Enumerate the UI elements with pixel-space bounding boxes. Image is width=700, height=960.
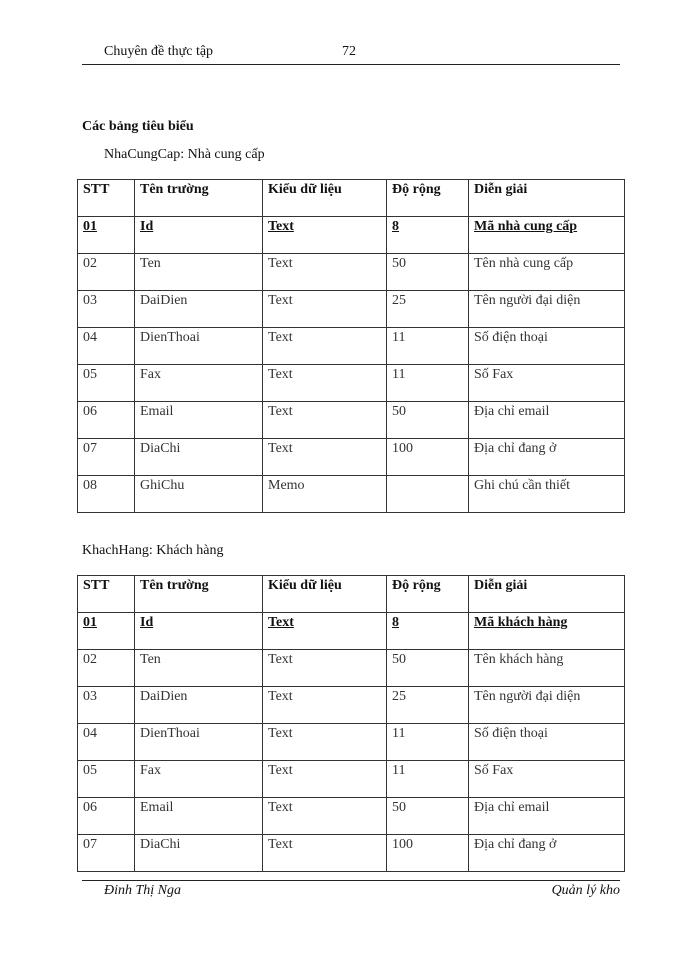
table-cell: 11 [387,328,469,365]
table-cell: DiaChi [135,439,263,476]
table-cell: Email [135,402,263,439]
table-cell: 03 [78,687,135,724]
table-cell: 04 [78,724,135,761]
table-cell: DaiDien [135,291,263,328]
table-cell: Tên nhà cung cấp [469,254,625,291]
table-cell: 08 [78,476,135,513]
table-cell: Text [263,761,387,798]
section-title: Các bảng tiêu biểu [82,119,194,134]
table-cell: Text [263,291,387,328]
table-cell: Tên khách hàng [469,650,625,687]
column-header: Diễn giải [469,180,625,217]
table-cell: Địa chỉ đang ở [469,835,625,872]
table-header-row [78,180,625,217]
table-cell: Id [135,217,263,254]
column-header: Độ rộng [387,576,469,613]
table-cell [387,476,469,513]
table-cell: Text [263,328,387,365]
table-cell: 50 [387,650,469,687]
table-cell: 02 [78,254,135,291]
page-footer [82,880,620,898]
table-cell: DienThoai [135,724,263,761]
table-cell: 25 [387,291,469,328]
table-cell: Ghi chú cần thiết [469,476,625,513]
table-cell: Text [263,798,387,835]
table-cell: 50 [387,402,469,439]
table-cell: 50 [387,254,469,291]
table-cell: Text [263,687,387,724]
table-caption-nhacungcap: NhaCungCap: Nhà cung cấp [104,147,265,162]
table-row [78,835,625,872]
table-cell: 8 [387,217,469,254]
table-cell: Id [135,613,263,650]
column-header: Độ rộng [387,180,469,217]
table-cell: 03 [78,291,135,328]
table-cell: Text [263,650,387,687]
table-cell: 50 [387,798,469,835]
table-row [78,328,625,365]
table-cell: Mã nhà cung cấp [469,217,625,254]
table-cell: 01 [78,217,135,254]
table-cell: 02 [78,650,135,687]
table-cell: Fax [135,761,263,798]
table-header-row [78,576,625,613]
table-cell: 11 [387,365,469,402]
table-cell: 8 [387,613,469,650]
table-cell: Text [263,439,387,476]
table-row [78,650,625,687]
table-cell: Địa chỉ email [469,402,625,439]
table-cell: 05 [78,761,135,798]
table-row [78,439,625,476]
column-header: Tên trường [135,180,263,217]
table-row [78,402,625,439]
table-row [78,798,625,835]
table-cell: 01 [78,613,135,650]
column-header: STT [78,180,135,217]
table-cell: Email [135,798,263,835]
table-cell: Text [263,254,387,291]
table-cell: Số Fax [469,365,625,402]
table-cell: Ten [135,254,263,291]
table-cell: 07 [78,835,135,872]
table-nhacungcap [77,179,625,513]
table-cell: Text [263,724,387,761]
table-cell: Địa chỉ email [469,798,625,835]
table-cell: 06 [78,798,135,835]
table-row [78,217,625,254]
page-header [82,44,620,65]
table-cell: 07 [78,439,135,476]
table-cell: Text [263,835,387,872]
table-cell: GhiChu [135,476,263,513]
table-cell: Địa chỉ đang ở [469,439,625,476]
document-title: Chuyên đề thực tập [104,44,214,59]
table-cell: Tên người đại diện [469,291,625,328]
table-cell: Text [263,613,387,650]
table-cell: Mã khách hàng [469,613,625,650]
table-cell: Ten [135,650,263,687]
table-row [78,291,625,328]
footer-author: Đinh Thị Nga [104,883,182,898]
footer-project: Quản lý kho [551,883,620,898]
table-cell: Số điện thoại [469,328,625,365]
table-cell: Số Fax [469,761,625,798]
table-cell: DiaChi [135,835,263,872]
column-header: Kiểu dữ liệu [263,180,387,217]
table-khachhang [77,575,625,872]
table-row [78,761,625,798]
table-cell: Text [263,402,387,439]
table-row [78,613,625,650]
table-cell: Tên người đại diện [469,687,625,724]
table-cell: Text [263,365,387,402]
table-cell: 100 [387,439,469,476]
table-cell: 100 [387,835,469,872]
table-cell: 11 [387,761,469,798]
table-cell: Số điện thoại [469,724,625,761]
table-cell: 04 [78,328,135,365]
table-row [78,365,625,402]
table-row [78,724,625,761]
table-cell: 25 [387,687,469,724]
table-caption-khachhang: KhachHang: Khách hàng [82,543,224,558]
table-cell: Text [263,217,387,254]
table-cell: 06 [78,402,135,439]
page-number: 72 [342,44,356,59]
column-header: Kiểu dữ liệu [263,576,387,613]
table-cell: DaiDien [135,687,263,724]
table-cell: 11 [387,724,469,761]
table-cell: DienThoai [135,328,263,365]
column-header: Tên trường [135,576,263,613]
table-row [78,476,625,513]
table-cell: Fax [135,365,263,402]
column-header: Diễn giải [469,576,625,613]
table-row [78,687,625,724]
table-row [78,254,625,291]
column-header: STT [78,576,135,613]
table-cell: Memo [263,476,387,513]
table-cell: 05 [78,365,135,402]
